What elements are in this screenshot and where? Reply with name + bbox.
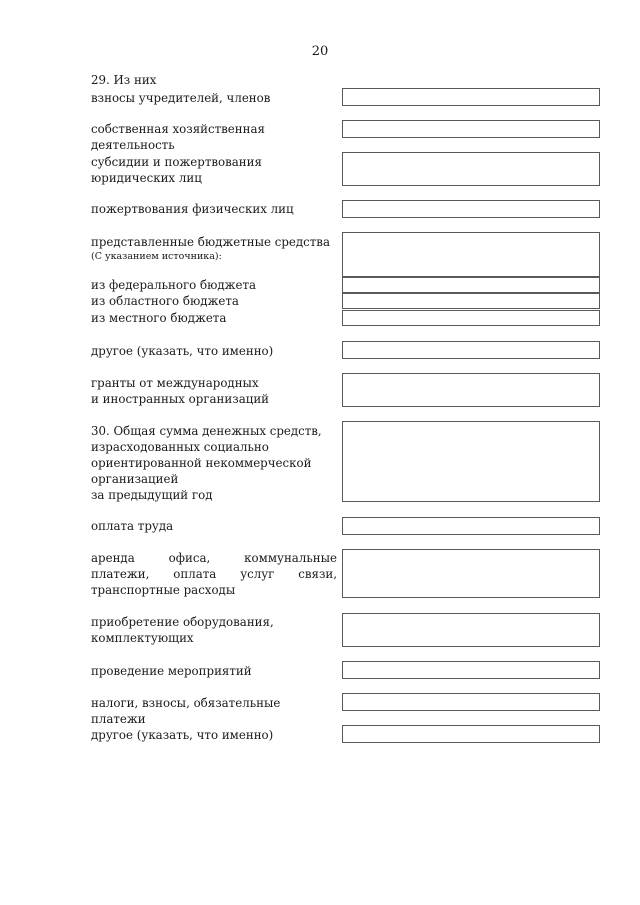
section-30-heading	[91, 423, 337, 503]
label-founders-contributions: взносы учредителей, членов	[91, 91, 271, 105]
section-30-heading-line: организацией	[91, 472, 179, 486]
label-grants	[91, 375, 337, 407]
label-federal-budget: из федерального бюджета	[91, 278, 257, 292]
page-number: 20	[311, 44, 329, 59]
label-grants-line1: гранты от международных	[91, 376, 259, 390]
section-30-heading-line: 30. Общая сумма денежных средств,	[91, 424, 322, 438]
field-local-budget[interactable]	[342, 310, 600, 326]
field-other-29[interactable]	[342, 341, 600, 359]
section-30-heading-line: за предыдущий год	[91, 488, 213, 502]
field-other-30[interactable]	[342, 725, 600, 743]
label-equipment: приобретение оборудования, комплектующих	[91, 615, 274, 645]
field-federal-budget[interactable]	[342, 277, 600, 293]
field-taxes[interactable]	[342, 693, 600, 711]
label-individual-donations: пожертвования физических лиц	[91, 202, 294, 216]
field-office-costs[interactable]	[342, 549, 600, 598]
section-30-heading-line: ориентированной некоммерческой	[91, 456, 312, 470]
field-legal-subsidies[interactable]	[342, 152, 600, 186]
label-events: проведение мероприятий	[91, 664, 252, 678]
field-regional-budget[interactable]	[342, 293, 600, 309]
field-grants[interactable]	[342, 373, 600, 407]
label-other-29: другое (указать, что именно)	[91, 344, 274, 358]
label-budget-funds-note: (С указанием источника):	[91, 251, 222, 262]
label-salary: оплата труда	[91, 519, 174, 533]
section-29-heading: 29. Из них	[91, 73, 157, 87]
field-equipment[interactable]	[342, 613, 600, 647]
label-regional-budget: из областного бюджета	[91, 294, 239, 308]
label-local-budget: из местного бюджета	[91, 311, 227, 325]
field-total-spent[interactable]	[342, 421, 600, 502]
label-own-activity: собственная хозяйственная деятельность	[91, 122, 265, 152]
field-events[interactable]	[342, 661, 600, 679]
label-taxes: налоги, взносы, обязательные платежи	[91, 696, 281, 726]
label-budget-funds	[91, 234, 337, 263]
field-individual-donations[interactable]	[342, 200, 600, 218]
field-salary[interactable]	[342, 517, 600, 535]
section-30-heading-line: израсходованных социально	[91, 440, 269, 454]
field-founders-contributions[interactable]	[342, 88, 600, 106]
label-legal-subsidies: субсидии и пожертвования юридических лиц	[91, 155, 262, 185]
label-grants-line2: и иностранных организаций	[91, 392, 270, 406]
label-other-30: другое (указать, что именно)	[91, 728, 274, 742]
field-own-activity[interactable]	[342, 120, 600, 138]
label-office-costs: аренда офиса, коммунальные платежи, оплата услуг связи, транспортные расходы	[91, 551, 337, 597]
field-budget-funds[interactable]	[342, 232, 600, 277]
label-budget-funds-text: представленные бюджетные средства	[91, 235, 330, 249]
